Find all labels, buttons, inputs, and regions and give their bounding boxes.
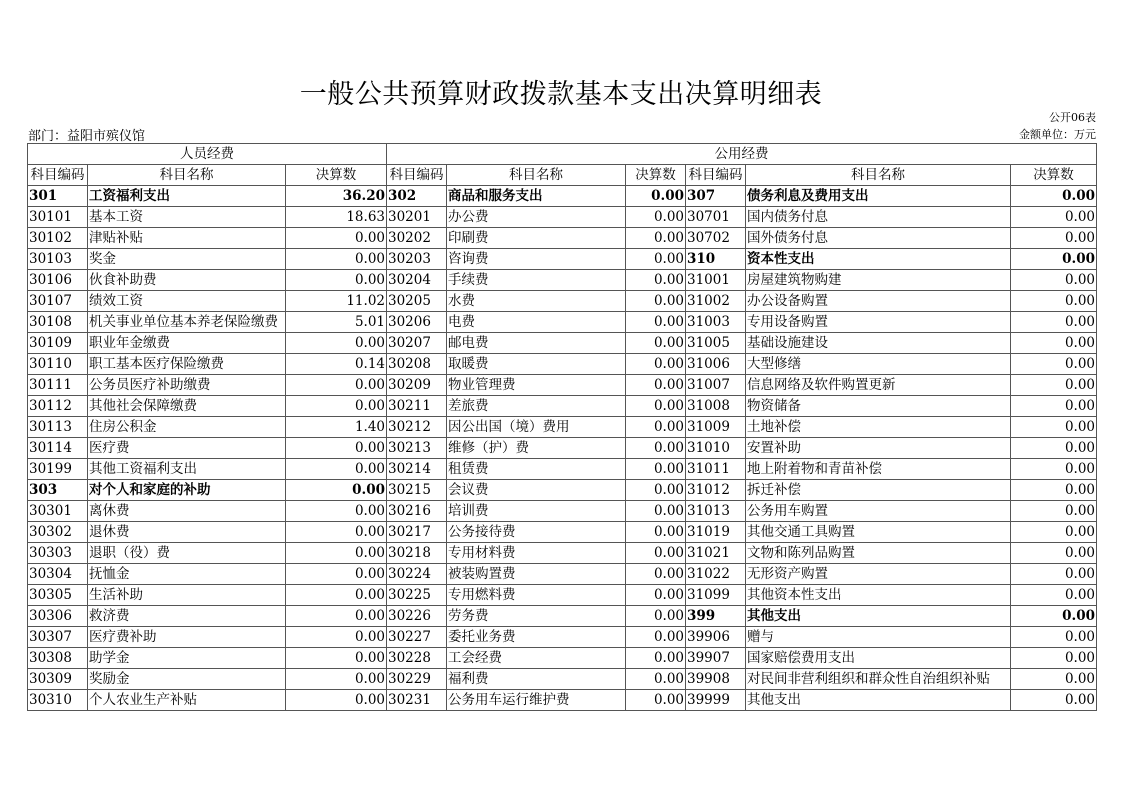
- public-expense-header: 公用经费: [387, 144, 1097, 165]
- amount-cell: 0.00: [286, 270, 387, 291]
- name-cell: 其他支出: [746, 690, 1011, 711]
- name-cell: 国家赔偿费用支出: [746, 648, 1011, 669]
- name-header: 科目名称: [447, 165, 626, 186]
- code-cell: 30112: [28, 396, 88, 417]
- code-cell: 30212: [387, 417, 447, 438]
- code-cell: 31010: [686, 438, 746, 459]
- code-cell: 30209: [387, 375, 447, 396]
- code-cell: 30110: [28, 354, 88, 375]
- code-cell: 39908: [686, 669, 746, 690]
- name-cell: 其他资本性支出: [746, 585, 1011, 606]
- name-cell: 抚恤金: [88, 564, 286, 585]
- name-cell: 信息网络及软件购置更新: [746, 375, 1011, 396]
- name-cell: 生活补助: [88, 585, 286, 606]
- name-cell: 其他支出: [746, 606, 1011, 627]
- name-cell: 公务用车购置: [746, 501, 1011, 522]
- code-cell: 31019: [686, 522, 746, 543]
- amount-cell: 0.00: [626, 417, 686, 438]
- name-cell: 办公费: [447, 207, 626, 228]
- code-cell: 30103: [28, 249, 88, 270]
- code-cell: 30303: [28, 543, 88, 564]
- amount-cell: 0.00: [286, 375, 387, 396]
- code-cell: 303: [28, 480, 88, 501]
- code-cell: 30199: [28, 459, 88, 480]
- amount-cell: 0.00: [286, 249, 387, 270]
- name-cell: 退休费: [88, 522, 286, 543]
- name-cell: 专用燃料费: [447, 585, 626, 606]
- code-cell: 30208: [387, 354, 447, 375]
- name-cell: 救济费: [88, 606, 286, 627]
- name-cell: 公务员医疗补助缴费: [88, 375, 286, 396]
- name-cell: 租赁费: [447, 459, 626, 480]
- code-cell: 30701: [686, 207, 746, 228]
- amount-cell: 36.20: [286, 186, 387, 207]
- code-cell: 30226: [387, 606, 447, 627]
- amount-cell: 0.00: [626, 228, 686, 249]
- name-cell: 医疗费: [88, 438, 286, 459]
- amount-cell: 0.00: [626, 291, 686, 312]
- code-cell: 39999: [686, 690, 746, 711]
- amount-cell: 5.01: [286, 312, 387, 333]
- code-cell: 30307: [28, 627, 88, 648]
- code-cell: 30108: [28, 312, 88, 333]
- amount-cell: 0.00: [286, 480, 387, 501]
- name-cell: 被装购置费: [447, 564, 626, 585]
- amount-cell: 0.00: [626, 396, 686, 417]
- amount-cell: 0.00: [286, 501, 387, 522]
- amount-cell: 0.00: [626, 459, 686, 480]
- name-cell: 债务利息及费用支出: [746, 186, 1011, 207]
- table-row: [28, 522, 1097, 543]
- code-cell: 30214: [387, 459, 447, 480]
- name-cell: 委托业务费: [447, 627, 626, 648]
- code-cell: 399: [686, 606, 746, 627]
- table-row: [28, 354, 1097, 375]
- column-header-row: [28, 165, 1097, 186]
- name-cell: 福利费: [447, 669, 626, 690]
- code-cell: 30213: [387, 438, 447, 459]
- table-row: [28, 501, 1097, 522]
- name-cell: 商品和服务支出: [447, 186, 626, 207]
- code-cell: 31002: [686, 291, 746, 312]
- code-cell: 31099: [686, 585, 746, 606]
- name-cell: 土地补偿: [746, 417, 1011, 438]
- amount-cell: 0.00: [1011, 627, 1097, 648]
- name-cell: 无形资产购置: [746, 564, 1011, 585]
- amount-cell: 0.00: [626, 606, 686, 627]
- amount-cell: 0.00: [286, 522, 387, 543]
- name-cell: 医疗费补助: [88, 627, 286, 648]
- amount-cell: 0.00: [286, 585, 387, 606]
- name-cell: 津贴补贴: [88, 228, 286, 249]
- code-cell: 30224: [387, 564, 447, 585]
- name-cell: 地上附着物和青苗补偿: [746, 459, 1011, 480]
- amount-cell: 0.00: [626, 333, 686, 354]
- table-row: [28, 228, 1097, 249]
- amount-header: 决算数: [286, 165, 387, 186]
- name-cell: 奖励金: [88, 669, 286, 690]
- code-cell: 31005: [686, 333, 746, 354]
- table-row: [28, 396, 1097, 417]
- code-cell: 31006: [686, 354, 746, 375]
- table-row: [28, 375, 1097, 396]
- name-cell: 会议费: [447, 480, 626, 501]
- amount-cell: 0.00: [626, 480, 686, 501]
- code-cell: 30216: [387, 501, 447, 522]
- table-row: [28, 312, 1097, 333]
- table-row: [28, 249, 1097, 270]
- amount-header: 决算数: [1011, 165, 1097, 186]
- code-header: 科目编码: [28, 165, 88, 186]
- amount-cell: 0.00: [1011, 291, 1097, 312]
- code-cell: 30201: [387, 207, 447, 228]
- name-header: 科目名称: [746, 165, 1011, 186]
- name-cell: 物资储备: [746, 396, 1011, 417]
- amount-cell: 0.00: [286, 333, 387, 354]
- amount-cell: 0.00: [626, 543, 686, 564]
- amount-cell: 0.00: [286, 396, 387, 417]
- code-cell: 30203: [387, 249, 447, 270]
- amount-cell: 0.00: [1011, 312, 1097, 333]
- amount-header: 决算数: [626, 165, 686, 186]
- amount-cell: 0.00: [626, 207, 686, 228]
- code-cell: 310: [686, 249, 746, 270]
- code-cell: 30111: [28, 375, 88, 396]
- amount-cell: 11.02: [286, 291, 387, 312]
- code-cell: 30301: [28, 501, 88, 522]
- amount-cell: 0.00: [1011, 333, 1097, 354]
- amount-cell: 0.00: [1011, 396, 1097, 417]
- amount-cell: 0.00: [626, 564, 686, 585]
- code-cell: 30218: [387, 543, 447, 564]
- code-cell: 30304: [28, 564, 88, 585]
- amount-cell: 0.00: [626, 690, 686, 711]
- name-cell: 助学金: [88, 648, 286, 669]
- code-cell: 30217: [387, 522, 447, 543]
- name-cell: 专用设备购置: [746, 312, 1011, 333]
- name-cell: 基本工资: [88, 207, 286, 228]
- amount-cell: 0.00: [1011, 375, 1097, 396]
- amount-cell: 0.00: [286, 564, 387, 585]
- amount-cell: 0.00: [1011, 669, 1097, 690]
- amount-cell: 0.00: [1011, 249, 1097, 270]
- code-cell: 30302: [28, 522, 88, 543]
- code-cell: 39906: [686, 627, 746, 648]
- code-cell: 30205: [387, 291, 447, 312]
- amount-cell: 0.00: [1011, 354, 1097, 375]
- name-cell: 邮电费: [447, 333, 626, 354]
- name-cell: 电费: [447, 312, 626, 333]
- code-cell: 30228: [387, 648, 447, 669]
- table-row: [28, 186, 1097, 207]
- amount-cell: 0.00: [286, 648, 387, 669]
- name-cell: 住房公积金: [88, 417, 286, 438]
- amount-cell: 0.00: [1011, 648, 1097, 669]
- code-cell: 30202: [387, 228, 447, 249]
- name-cell: 职工基本医疗保险缴费: [88, 354, 286, 375]
- name-cell: 国外债务付息: [746, 228, 1011, 249]
- amount-cell: 0.00: [1011, 438, 1097, 459]
- name-cell: 伙食补助费: [88, 270, 286, 291]
- code-cell: 30206: [387, 312, 447, 333]
- name-cell: 专用材料费: [447, 543, 626, 564]
- name-cell: 赠与: [746, 627, 1011, 648]
- code-cell: 31013: [686, 501, 746, 522]
- name-cell: 公务用车运行维护费: [447, 690, 626, 711]
- code-cell: 30101: [28, 207, 88, 228]
- name-cell: 手续费: [447, 270, 626, 291]
- code-cell: 31009: [686, 417, 746, 438]
- name-cell: 机关事业单位基本养老保险缴费: [88, 312, 286, 333]
- amount-cell: 0.00: [626, 186, 686, 207]
- name-cell: 职业年金缴费: [88, 333, 286, 354]
- table-row: [28, 627, 1097, 648]
- code-cell: 31008: [686, 396, 746, 417]
- amount-cell: 18.63: [286, 207, 387, 228]
- amount-unit-label: 金额单位：万元: [1019, 128, 1096, 141]
- amount-cell: 0.00: [626, 249, 686, 270]
- amount-cell: 0.00: [286, 690, 387, 711]
- name-cell: 其他社会保障缴费: [88, 396, 286, 417]
- code-header: 科目编码: [387, 165, 447, 186]
- table-row: [28, 270, 1097, 291]
- amount-cell: 0.00: [626, 501, 686, 522]
- code-cell: 30227: [387, 627, 447, 648]
- amount-cell: 0.00: [626, 312, 686, 333]
- amount-cell: 0.00: [1011, 480, 1097, 501]
- name-cell: 其他工资福利支出: [88, 459, 286, 480]
- name-cell: 对个人和家庭的补助: [88, 480, 286, 501]
- code-cell: 302: [387, 186, 447, 207]
- amount-cell: 0.00: [286, 606, 387, 627]
- amount-cell: 0.00: [1011, 186, 1097, 207]
- name-cell: 工资福利支出: [88, 186, 286, 207]
- amount-cell: 0.00: [1011, 207, 1097, 228]
- code-cell: 30229: [387, 669, 447, 690]
- name-cell: 房屋建筑物购建: [746, 270, 1011, 291]
- name-cell: 其他交通工具购置: [746, 522, 1011, 543]
- page-title: 一般公共预算财政拨款基本支出决算明细表: [299, 79, 823, 110]
- code-cell: 39907: [686, 648, 746, 669]
- amount-cell: 0.00: [1011, 606, 1097, 627]
- code-cell: 30106: [28, 270, 88, 291]
- name-header: 科目名称: [88, 165, 286, 186]
- code-cell: 30107: [28, 291, 88, 312]
- name-cell: 维修（护）费: [447, 438, 626, 459]
- table-row: [28, 417, 1097, 438]
- name-cell: 公务接待费: [447, 522, 626, 543]
- table-row: [28, 648, 1097, 669]
- name-cell: 奖金: [88, 249, 286, 270]
- name-cell: 大型修缮: [746, 354, 1011, 375]
- code-cell: 30225: [387, 585, 447, 606]
- amount-cell: 0.00: [286, 669, 387, 690]
- amount-cell: 0.00: [286, 438, 387, 459]
- amount-cell: 0.00: [626, 354, 686, 375]
- code-cell: 307: [686, 186, 746, 207]
- name-cell: 印刷费: [447, 228, 626, 249]
- amount-cell: 0.00: [1011, 459, 1097, 480]
- amount-cell: 0.00: [1011, 543, 1097, 564]
- code-header: 科目编码: [686, 165, 746, 186]
- amount-cell: 0.14: [286, 354, 387, 375]
- table-row: [28, 606, 1097, 627]
- name-cell: 拆迁补偿: [746, 480, 1011, 501]
- table-row: [28, 585, 1097, 606]
- amount-cell: 0.00: [626, 669, 686, 690]
- table-row: [28, 690, 1097, 711]
- amount-cell: 0.00: [1011, 270, 1097, 291]
- name-cell: 咨询费: [447, 249, 626, 270]
- amount-cell: 0.00: [626, 522, 686, 543]
- code-cell: 31012: [686, 480, 746, 501]
- name-cell: 培训费: [447, 501, 626, 522]
- name-cell: 水费: [447, 291, 626, 312]
- code-cell: 30305: [28, 585, 88, 606]
- amount-cell: 0.00: [1011, 522, 1097, 543]
- name-cell: 基础设施建设: [746, 333, 1011, 354]
- table-row: [28, 207, 1097, 228]
- form-number: 公开06表: [1049, 111, 1096, 124]
- name-cell: 工会经费: [447, 648, 626, 669]
- code-cell: 31003: [686, 312, 746, 333]
- name-cell: 取暖费: [447, 354, 626, 375]
- table-row: [28, 669, 1097, 690]
- name-cell: 物业管理费: [447, 375, 626, 396]
- table-row: [28, 459, 1097, 480]
- code-cell: 30308: [28, 648, 88, 669]
- name-cell: 因公出国（境）费用: [447, 417, 626, 438]
- code-cell: 30231: [387, 690, 447, 711]
- name-cell: 对民间非营利组织和群众性自治组织补贴: [746, 669, 1011, 690]
- code-cell: 30114: [28, 438, 88, 459]
- name-cell: 办公设备购置: [746, 291, 1011, 312]
- table-row: [28, 291, 1097, 312]
- code-cell: 30211: [387, 396, 447, 417]
- amount-cell: 0.00: [286, 627, 387, 648]
- amount-cell: 0.00: [626, 627, 686, 648]
- code-cell: 30215: [387, 480, 447, 501]
- amount-cell: 1.40: [286, 417, 387, 438]
- table-row: [28, 333, 1097, 354]
- code-cell: 301: [28, 186, 88, 207]
- name-cell: 文物和陈列品购置: [746, 543, 1011, 564]
- amount-cell: 0.00: [286, 459, 387, 480]
- name-cell: 国内债务付息: [746, 207, 1011, 228]
- amount-cell: 0.00: [626, 585, 686, 606]
- amount-cell: 0.00: [1011, 585, 1097, 606]
- group-header-row: [28, 144, 1097, 165]
- name-cell: 差旅费: [447, 396, 626, 417]
- code-cell: 30109: [28, 333, 88, 354]
- personnel-expense-header: 人员经费: [28, 144, 387, 165]
- amount-cell: 0.00: [286, 228, 387, 249]
- amount-cell: 0.00: [626, 648, 686, 669]
- amount-cell: 0.00: [1011, 564, 1097, 585]
- amount-cell: 0.00: [286, 543, 387, 564]
- name-cell: 安置补助: [746, 438, 1011, 459]
- table-row: [28, 564, 1097, 585]
- expenditure-table: [27, 143, 1097, 711]
- name-cell: 资本性支出: [746, 249, 1011, 270]
- code-cell: 30310: [28, 690, 88, 711]
- code-cell: 30306: [28, 606, 88, 627]
- amount-cell: 0.00: [1011, 417, 1097, 438]
- amount-cell: 0.00: [626, 375, 686, 396]
- name-cell: 绩效工资: [88, 291, 286, 312]
- code-cell: 31011: [686, 459, 746, 480]
- name-cell: 离休费: [88, 501, 286, 522]
- name-cell: 个人农业生产补贴: [88, 690, 286, 711]
- department-label: 部门：益阳市殡仪馆: [28, 129, 146, 144]
- code-cell: 31022: [686, 564, 746, 585]
- amount-cell: 0.00: [1011, 228, 1097, 249]
- code-cell: 30702: [686, 228, 746, 249]
- code-cell: 30207: [387, 333, 447, 354]
- name-cell: 退职（役）费: [88, 543, 286, 564]
- code-cell: 30309: [28, 669, 88, 690]
- code-cell: 31021: [686, 543, 746, 564]
- name-cell: 劳务费: [447, 606, 626, 627]
- code-cell: 30204: [387, 270, 447, 291]
- amount-cell: 0.00: [626, 438, 686, 459]
- table-row: [28, 480, 1097, 501]
- table-row: [28, 543, 1097, 564]
- code-cell: 30102: [28, 228, 88, 249]
- code-cell: 31007: [686, 375, 746, 396]
- code-cell: 31001: [686, 270, 746, 291]
- code-cell: 30113: [28, 417, 88, 438]
- amount-cell: 0.00: [626, 270, 686, 291]
- amount-cell: 0.00: [1011, 501, 1097, 522]
- table-row: [28, 438, 1097, 459]
- amount-cell: 0.00: [1011, 690, 1097, 711]
